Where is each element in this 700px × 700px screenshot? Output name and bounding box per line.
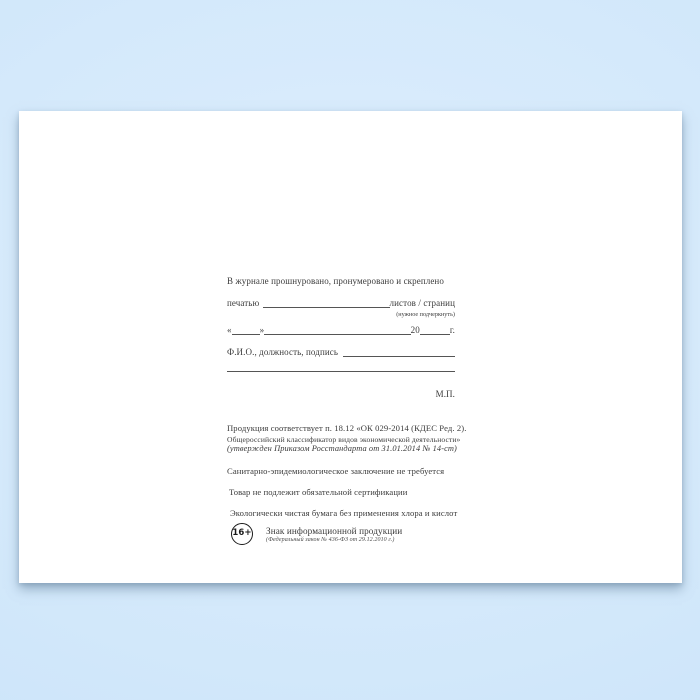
seal-line	[227, 298, 455, 309]
day-fill-line	[232, 332, 260, 335]
year-prefix: 20	[410, 325, 420, 335]
year-suffix: г.	[449, 325, 455, 335]
year-fill-line	[420, 332, 450, 335]
seal-fill-line	[263, 305, 389, 308]
fio-label: Ф.И.О., должность, подпись	[227, 347, 339, 357]
full-fill-line	[227, 369, 455, 372]
stamp-abbr: М.П.	[435, 389, 455, 399]
underline-note: (нужное подчеркнуть)	[396, 311, 455, 318]
date-fill-line	[264, 332, 410, 335]
sanitary-note: Санитарно-эпидемиологическое заключение не требуется	[227, 466, 445, 476]
no-certification-note: Товар не подлежит обязательной сертификации	[229, 487, 408, 497]
quote-open: «	[227, 325, 232, 335]
signature-fill-line	[343, 354, 455, 357]
law-reference: (Федеральный закон № 436-ФЗ от 29.12.2010 г.)	[266, 537, 395, 543]
compliance-line-3: (утвержден Приказом Росстандарта от 31.01.2014 № 14-ст)	[227, 444, 457, 453]
journal-back-cover	[19, 111, 682, 583]
sheets-pages-label: листов / страниц	[389, 298, 455, 308]
quote-close: »	[259, 325, 265, 335]
date-line	[227, 325, 455, 336]
seal-label: печатью	[227, 298, 260, 308]
info-product-block	[266, 523, 402, 544]
age-rating-row	[231, 523, 459, 545]
compliance-line-2: Общероссийский классификатор видов экономической деятельности»	[227, 435, 461, 444]
compliance-line-1: Продукция соответствует п. 18.12 «ОК 029-2014 (КДЕС Ред. 2).	[227, 423, 467, 433]
certification-line: В журнале прошнуровано, пронумеровано и скреплено	[227, 276, 444, 286]
info-product-label: Знак информационной продукции	[266, 526, 403, 536]
age-rating-16plus-icon: 16+	[231, 523, 253, 545]
eco-paper-note: Экологически чистая бумага без применения хлора и кислот	[230, 508, 458, 518]
signature-line	[227, 347, 455, 358]
extra-signature-line	[227, 369, 455, 373]
